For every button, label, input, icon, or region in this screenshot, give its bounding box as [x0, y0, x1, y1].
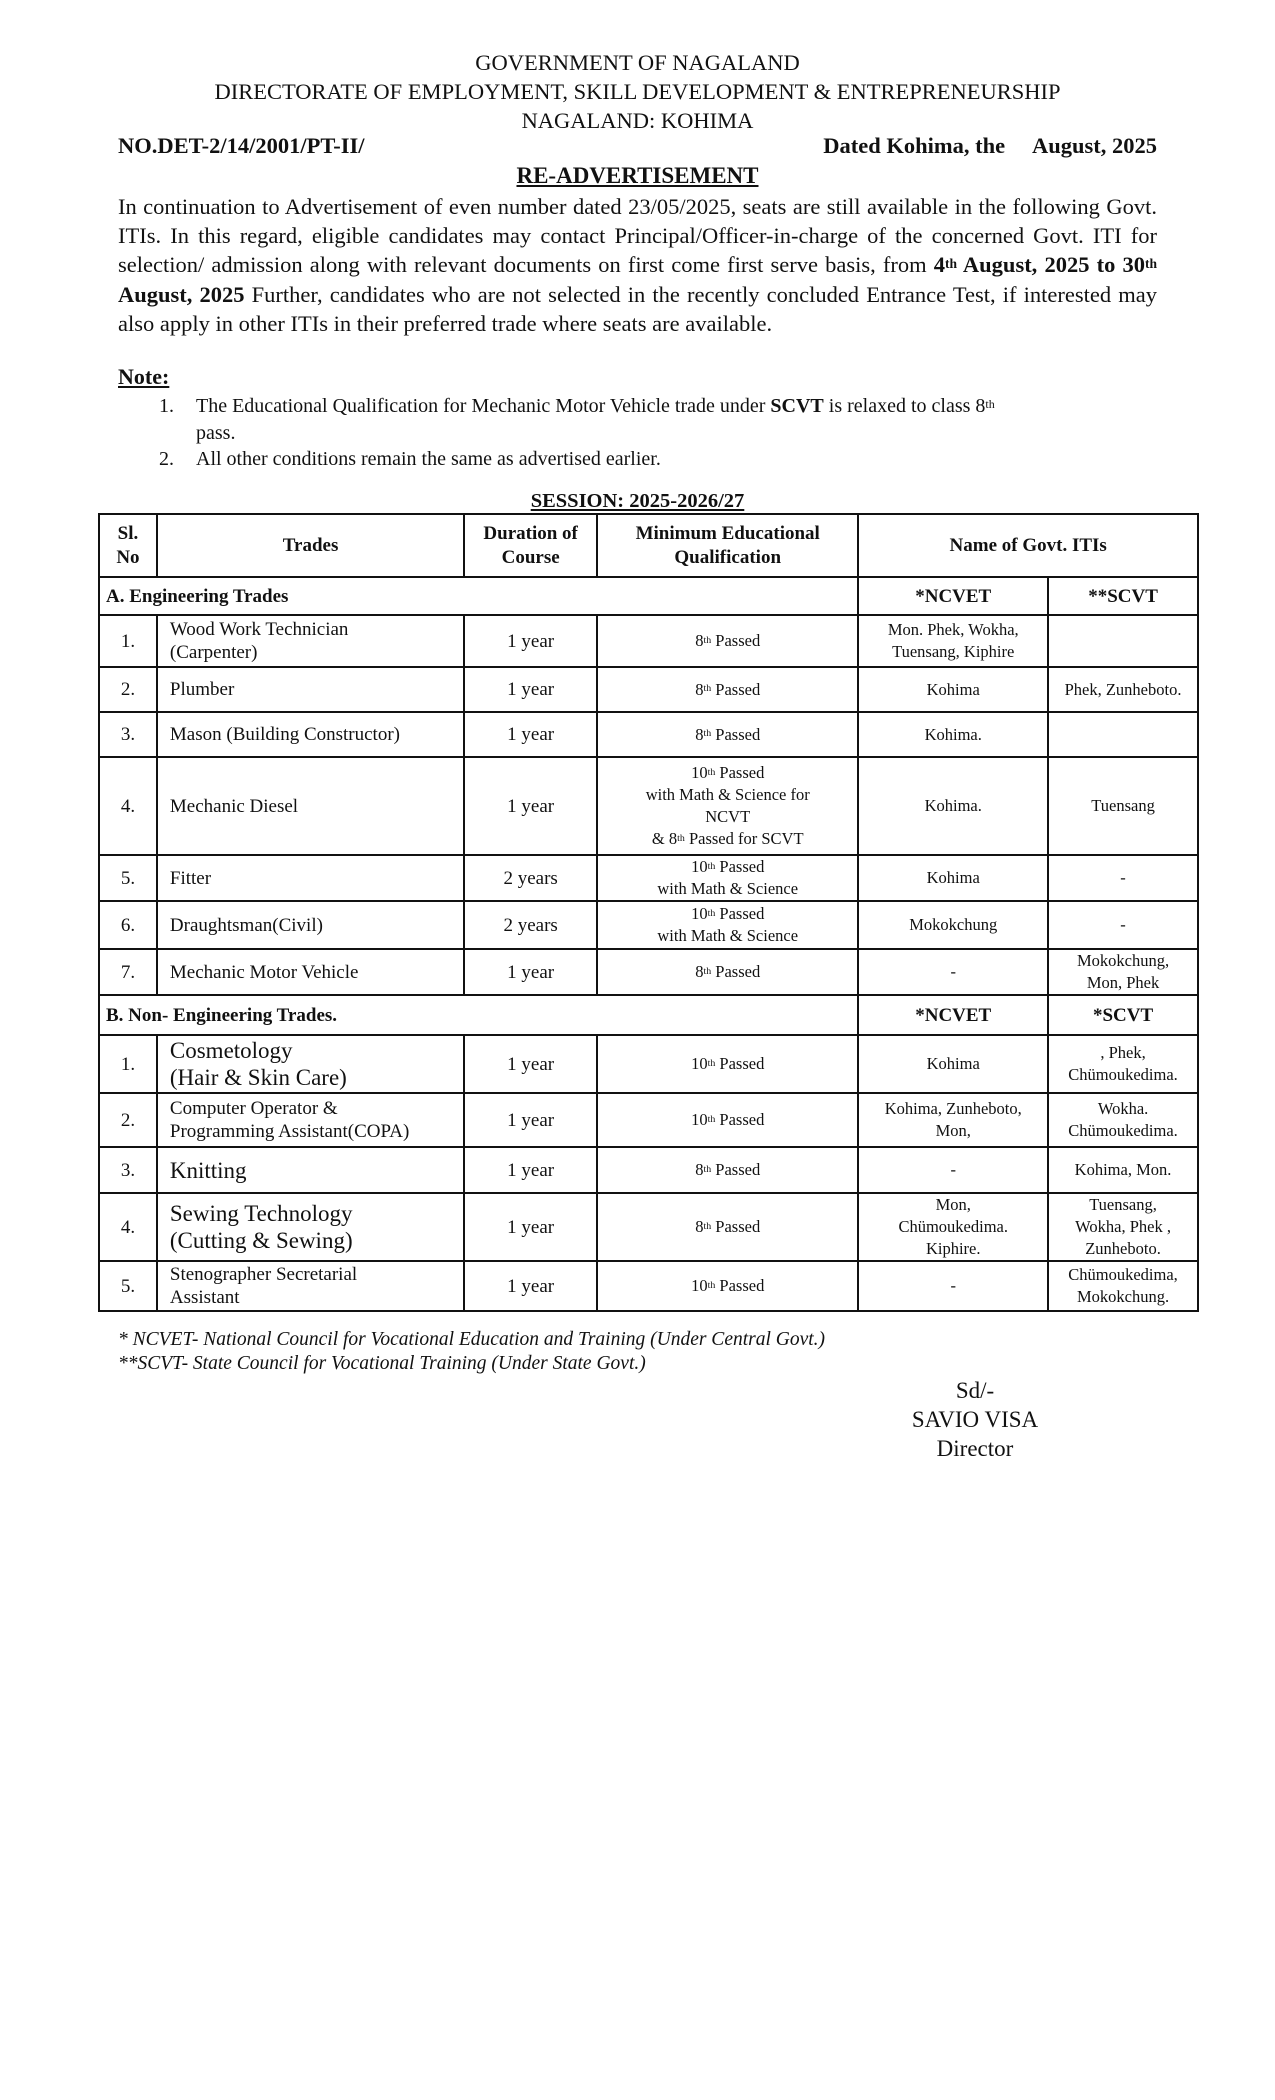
footnote-ncvet: * NCVET- National Council for Vocational Education and Training (Under Central Govt.) [118, 1329, 826, 1350]
header-directorate: DIRECTORATE OF EMPLOYMENT, SKILL DEVELOPMENT & ENTREPRENEURSHIP [214, 79, 1061, 104]
header-duration: Duration of Course [464, 514, 597, 577]
table-row: 1. Cosmetology (Hair & Skin Care) 1 year 10th Passed Kohima , Phek, Chümoukedima. [99, 1035, 1198, 1093]
table-row: 1. Wood Work Technician (Carpenter) 1 year 8th Passed Mon. Phek, Wokha, Tuensang, Kiphire [99, 615, 1198, 667]
trade-cell: Wood Work Technician (Carpenter) [157, 615, 464, 667]
table-row: 2. Plumber 1 year 8th Passed Kohima Phek, Zunheboto. [99, 667, 1198, 712]
table-row: 7. Mechanic Motor Vehicle 1 year 8th Passed - Mokokchung, Mon, Phek [99, 949, 1198, 995]
table-row: 4. Sewing Technology (Cutting & Sewing) 1 year 8th Passed Mon, Chümoukedima. Kiphire. Tuensang, Wokha, Phek , Zunheboto. [99, 1193, 1198, 1261]
section-engineering-label: A. Engineering Trades [99, 577, 858, 615]
section-engineering-row [99, 577, 1198, 615]
signature-block [875, 1376, 1075, 1463]
reference-line [118, 133, 1157, 159]
table-row: 6. Draughtsman(Civil) 2 years 10th Passed with Math & Science Mokokchung - [99, 901, 1198, 949]
signature-name: SAVIO VISA [911, 1407, 1039, 1432]
section-non-engineering-scvt: *SCVT [1048, 995, 1198, 1035]
date-range: 4th August, 2025 to 30th August, 2025 [118, 252, 1157, 307]
note-item-2: 2. All other conditions remain the same as advertised earlier. [159, 448, 661, 470]
session-heading: SESSION: 2025-2026/27 [530, 490, 745, 512]
header-govt-itis: Name of Govt. ITIs [858, 514, 1198, 577]
footnote-scvt: **SCVT- State Council for Vocational Training (Under State Govt.) [118, 1353, 646, 1374]
page-title: RE-ADVERTISEMENT [516, 163, 759, 188]
section-non-engineering-label: B. Non- Engineering Trades. [99, 995, 858, 1035]
signature-designation: Director [936, 1436, 1014, 1461]
signature-sd: Sd/- [955, 1378, 995, 1403]
table-row: 3. Knitting 1 year 8th Passed - Kohima, Mon. [99, 1147, 1198, 1193]
footnotes [118, 1328, 825, 1376]
header-location: NAGALAND: KOHIMA [521, 108, 754, 133]
table-row: 4. Mechanic Diesel 1 year 10th Passed with Math & Science for NCVT & 8th Passed for SCVT Kohima. Tuensang [99, 757, 1198, 855]
table-row: 3. Mason (Building Constructor) 1 year 8th Passed Kohima. [99, 712, 1198, 757]
table-row: 5. Fitter 2 years 10th Passed with Math & Science Kohima - [99, 855, 1198, 901]
reference-date: Dated Kohima, the August, 2025 [823, 133, 1157, 158]
table-header-row [99, 514, 1198, 577]
header-sl-no: Sl. No [99, 514, 157, 577]
header-trades: Trades [157, 514, 464, 577]
trades-table [98, 513, 1199, 1312]
note-item-1: 1. The Educational Qualification for Mechanic Motor Vehicle trade under SCVT is relaxed to class 8th pass. [159, 395, 995, 444]
reference-number: NO.DET-2/14/2001/PT-II/ [118, 133, 365, 158]
header-government: GOVERNMENT OF NAGALAND [475, 50, 800, 75]
section-engineering-scvt: **SCVT [1048, 577, 1198, 615]
header-qualification: Minimum Educational Qualification [597, 514, 858, 577]
section-non-engineering-ncvet: *NCVET [858, 995, 1048, 1035]
table-row: 5. Stenographer Secretarial Assistant 1 year 10th Passed - Chümoukedima, Mokokchung. [99, 1261, 1198, 1311]
advertisement-paragraph: In continuation to Advertisement of even number dated 23/05/2025, seats are still available in the following Govt. ITIs. In this regard, eligible candidates may contact Principal/Officer-in-charge of the concerned Govt. ITI for selection/ admission along with relevant documents on first come first serve basis, from 4th August, 2025 to 30th August, 2025 Further, candidates who are not selected in the recently concluded Entrance Test, if interested may also apply in other ITIs in their preferred trade where seats are available. [118, 194, 1157, 336]
section-non-engineering-row [99, 995, 1198, 1035]
note-label: Note: [118, 364, 170, 389]
table-row: 2. Computer Operator & Programming Assistant(COPA) 1 year 10th Passed Kohima, Zunheboto, Mon, Wokha. Chümoukedima. [99, 1093, 1198, 1147]
section-engineering-ncvet: *NCVET [858, 577, 1048, 615]
